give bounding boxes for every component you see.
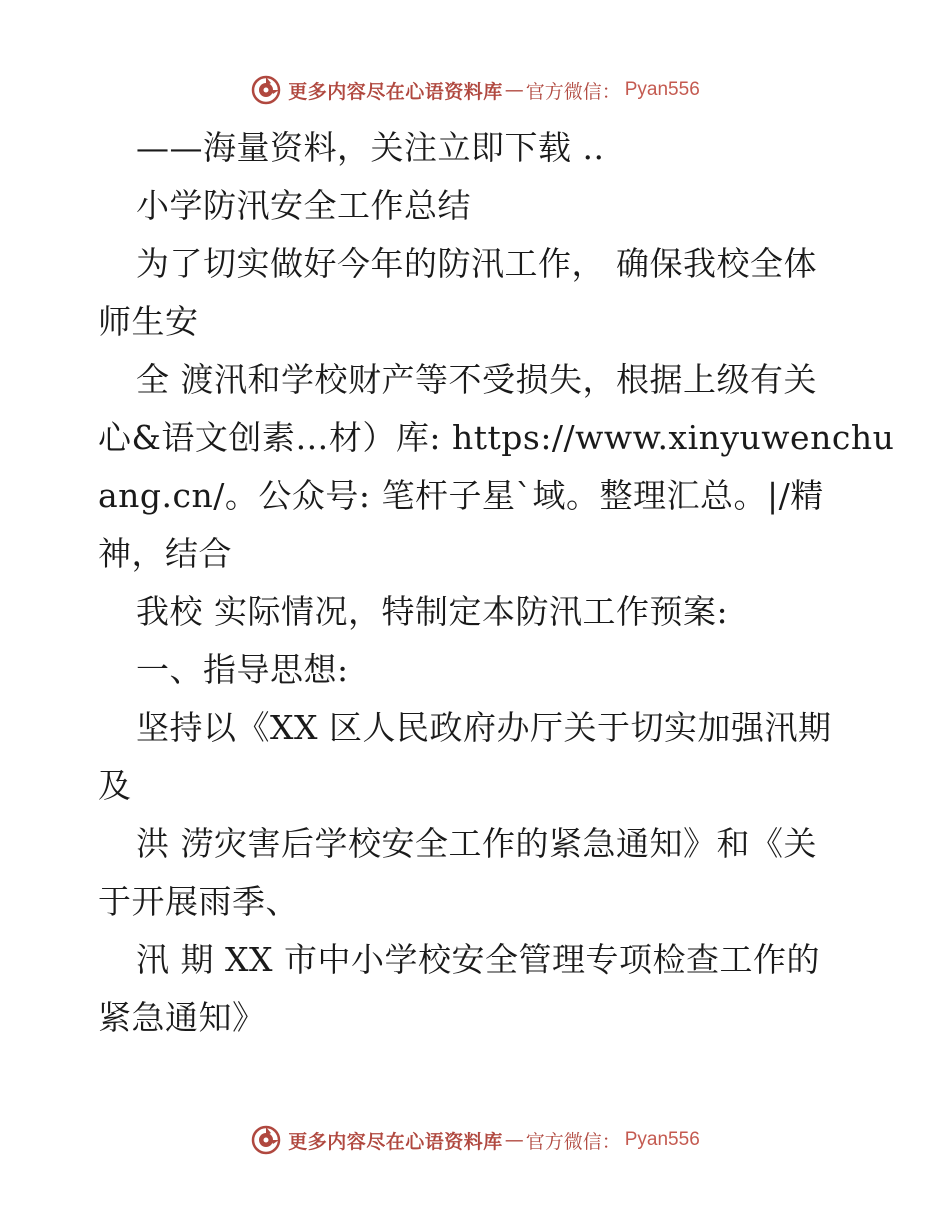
footer-banner <box>0 1120 950 1160</box>
banner-wechat-label: 官方微信： <box>525 80 621 103</box>
banner-separator: — <box>504 1129 524 1151</box>
doc-line: 心&语文创素…材）库: https://www.xinyuwenchu <box>98 418 895 457</box>
doc-line: 于开展雨季、 <box>98 882 299 921</box>
doc-section-heading: 一、指导思想: <box>136 650 349 689</box>
doc-line: 紧急通知》 <box>98 998 266 1037</box>
banner-wechat-id: Pyan556 <box>624 79 700 100</box>
banner-wechat-id: Pyan556 <box>624 1129 700 1150</box>
brand-logo-icon <box>250 1124 282 1156</box>
doc-line: ——海量资料，关注立即下载 .. <box>136 128 605 167</box>
banner-site-text: 更多内容尽在心语资料库 <box>288 1130 503 1153</box>
brand-logo-icon <box>250 74 282 106</box>
doc-line: 坚持以《XX 区人民政府办厅关于切实加强汛期 <box>136 708 832 747</box>
doc-line: 我校 实际情况，特制定本防汛工作预案: <box>136 592 729 631</box>
doc-line: 汛 期 XX 市中小学校安全管理专项检查工作的 <box>136 940 820 979</box>
doc-title: 小学防汛安全工作总结 <box>136 186 471 225</box>
doc-line: 及 <box>98 766 132 805</box>
header-banner <box>0 70 950 110</box>
banner-wechat-label: 官方微信： <box>525 1130 621 1153</box>
doc-line: 师生安 <box>98 302 199 341</box>
banner-site-text: 更多内容尽在心语资料库 <box>288 80 503 103</box>
doc-line: 为了切实做好今年的防汛工作， 确保我校全体 <box>136 244 817 283</box>
doc-line: 神，结合 <box>98 534 232 573</box>
doc-line: ang.cn/。公众号: 笔杆子星`域。整理汇总。|/精 <box>98 476 824 515</box>
doc-line: 洪 涝灾害后学校安全工作的紧急通知》和《关 <box>136 824 817 863</box>
doc-line: 全 渡汛和学校财产等不受损失，根据上级有关 <box>136 360 817 399</box>
banner-separator: — <box>504 79 524 101</box>
